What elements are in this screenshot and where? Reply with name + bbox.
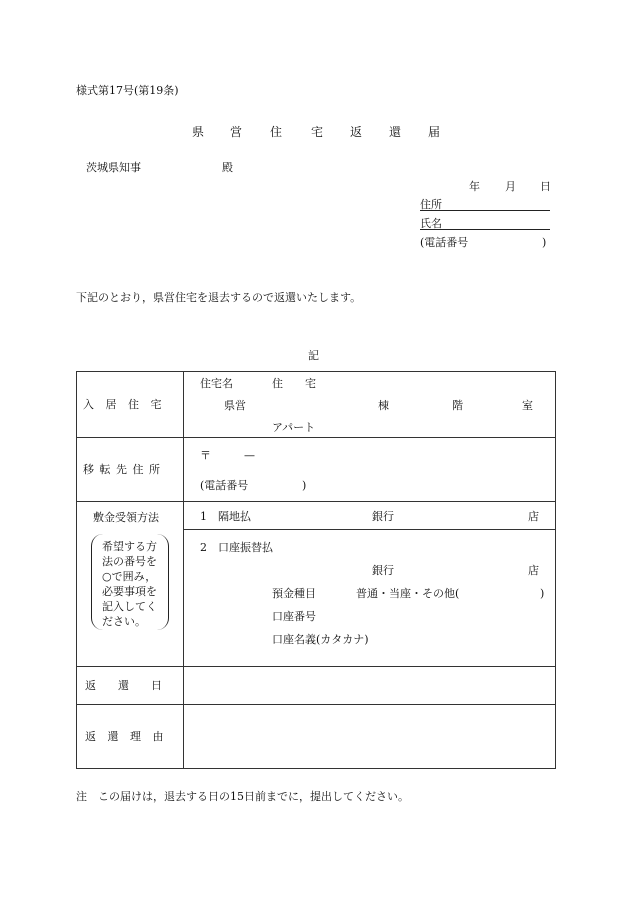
date-month: 月: [505, 180, 516, 193]
deposit-close: ): [540, 587, 545, 600]
note-line: 希望する方: [102, 540, 157, 553]
addressee-honorific: 殿: [222, 161, 233, 174]
refund-label-cell: [77, 502, 184, 667]
date-day: 日: [540, 180, 551, 193]
title-char: 営: [230, 125, 243, 139]
refund-option1-row[interactable]: [184, 502, 555, 530]
account-number-label: 口座番号: [272, 610, 316, 623]
forwarding-label: 移 転 先 住 所: [83, 463, 161, 476]
refund-value-cell: [184, 502, 556, 667]
forwarding-phone-label: (電話番号: [200, 479, 249, 492]
row-return-date: [77, 667, 556, 705]
statement: 下記のとおり，県営住宅を退去するので返還いたします。: [76, 291, 362, 304]
return-reason-label: 返 還 理 由: [85, 730, 168, 743]
row-residence: [77, 372, 556, 438]
addressee-name: 茨城県知事: [86, 161, 141, 174]
document-title: [0, 123, 630, 139]
name-label: 氏名: [420, 217, 442, 230]
form-number: 様式第17号(第19条): [76, 84, 179, 97]
residence-apartment: アパート: [272, 421, 316, 434]
option2-label: 口座振替払: [218, 541, 273, 554]
note-line: ださい。: [102, 615, 146, 628]
date-year: 年: [469, 180, 480, 193]
row-return-reason: [77, 705, 556, 769]
forwarding-postal: 〒 —: [200, 449, 255, 462]
title-char: 返: [350, 125, 363, 139]
forwarding-value-cell[interactable]: [184, 438, 556, 502]
residence-building: 棟: [378, 399, 389, 412]
title-char: 住: [270, 125, 283, 139]
row-forwarding: [77, 438, 556, 502]
residence-label: 入 居 住 宅: [83, 398, 166, 411]
residence-value-cell[interactable]: [184, 372, 556, 438]
forwarding-phone-close: ): [302, 479, 307, 492]
residence-prefectural: 県営: [224, 399, 246, 412]
name-line: [420, 229, 550, 230]
return-reason-label-cell: [77, 705, 184, 769]
title-char: 還: [389, 125, 402, 139]
return-date-value-cell[interactable]: [184, 667, 556, 705]
phone-label: (電話番号: [420, 236, 469, 249]
title-char: 県: [192, 125, 205, 139]
account-name-label: 口座名義(カタカナ): [272, 633, 369, 646]
residence-floor: 階: [452, 399, 463, 412]
deposit-type-label: 預金種目: [272, 587, 316, 600]
option1-label: 隔地払: [218, 510, 251, 523]
return-date-label: 返 還 日: [85, 679, 162, 692]
option2-bank: 銀行: [372, 564, 394, 577]
return-reason-value-cell[interactable]: [184, 705, 556, 769]
title-char: 届: [428, 125, 441, 139]
option2-number: 2: [200, 541, 207, 554]
note-line: 法の番号を: [102, 555, 157, 568]
residence-name-label: 住宅名: [200, 377, 233, 390]
option1-bank: 銀行: [372, 510, 394, 523]
address-line: [420, 210, 550, 211]
option1-branch: 店: [528, 510, 539, 523]
address-label: 住所: [420, 198, 442, 211]
forwarding-label-cell: [77, 438, 184, 502]
return-date-label-cell: [77, 667, 184, 705]
refund-note-box: [91, 534, 169, 630]
return-form-table: [76, 371, 556, 769]
refund-label: 敷金受領方法: [93, 511, 159, 524]
option1-number: 1: [200, 510, 207, 523]
note-line: 記入してく: [102, 600, 157, 613]
footnote: 注 この届けは，退去する日の15日前までに，提出してください。: [76, 790, 409, 803]
title-char: 宅: [311, 125, 324, 139]
phone-close: ): [542, 236, 547, 249]
note-line: ○で囲み，: [102, 570, 157, 583]
residence-label-cell: [77, 372, 184, 438]
option2-branch: 店: [528, 564, 539, 577]
residence-house-word: 住 宅: [272, 377, 316, 390]
ki-label: 記: [308, 349, 319, 362]
note-line: 必要事項を: [102, 585, 157, 598]
residence-room: 室: [522, 399, 533, 412]
deposit-types: 普通・当座・その他(: [356, 587, 460, 600]
refund-option2-row[interactable]: [184, 530, 555, 666]
row-refund: [77, 502, 556, 667]
